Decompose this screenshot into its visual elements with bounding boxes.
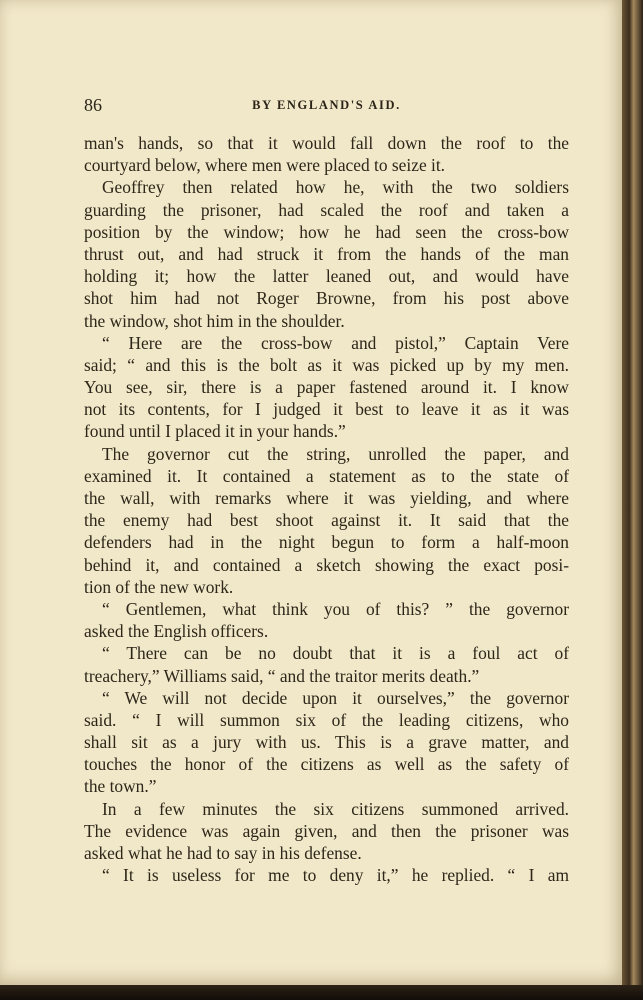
text-line: holding it; how the latter leaned out, and would have <box>84 266 569 287</box>
text-line: The evidence was again given, and then the prisoner was <box>84 820 569 841</box>
text-line: courtyard below, where men were placed to seize it. <box>84 155 446 176</box>
text-line: guarding the prisoner, had scaled the roof and taken a <box>84 199 569 220</box>
text-line: not its contents, for I judged it best to leave it as it was <box>84 399 569 420</box>
text-line: The governor cut the string, unrolled the paper, and <box>102 443 569 464</box>
text-line: thrust out, and had struck it from the hands of the man <box>84 243 569 264</box>
text-line: “ We will not decide upon it ourselves,” the governor <box>102 687 569 708</box>
page-edge-bottom <box>0 985 643 1000</box>
text-line: In a few minutes the six citizens summoned arrived. <box>102 798 569 819</box>
text-line: treachery,” Williams said, “ and the traitor merits death.” <box>84 665 480 686</box>
text-line: found until I placed it in your hands.” <box>84 421 346 442</box>
text-line: said. “ I will summon six of the leading citizens, who <box>84 709 569 730</box>
text-line: “ It is useless for me to deny it,” he replied. “ I am <box>102 865 569 886</box>
body-text <box>84 132 569 886</box>
text-line: asked the English officers. <box>84 621 269 642</box>
text-line: tion of the new work. <box>84 576 234 597</box>
text-line: shot him had not Roger Browne, from his post above <box>84 288 569 309</box>
text-line: Geoffrey then related how he, with the two soldiers <box>102 177 569 198</box>
text-line: position by the window; how he had seen the cross-bow <box>84 221 569 242</box>
text-line: touches the honor of the citizens as well as the safety of <box>84 754 569 775</box>
page-header <box>84 95 569 119</box>
text-line: “ There can be no doubt that it is a foul act of <box>102 643 569 664</box>
text-line: examined it. It contained a statement as to the state of <box>84 465 569 486</box>
text-line: You see, sir, there is a paper fastened around it. I know <box>84 377 569 398</box>
text-line: man's hands, so that it would fall down the roof to the <box>84 133 569 153</box>
text-line: the wall, with remarks where it was yielding, and where <box>84 488 569 508</box>
text-line: said; “ and this is the bolt as it was picked up by my men. <box>84 354 569 375</box>
text-line: shall sit as a jury with us. This is a grave matter, and <box>84 732 569 753</box>
page-edge-right <box>622 0 643 1000</box>
text-line: the enemy had best shoot against it. It said that the <box>84 510 569 531</box>
text-line: asked what he had to say in his defense. <box>84 843 362 863</box>
text-line: the window, shot him in the shoulder. <box>84 310 345 331</box>
text-line: “ Gentlemen, what think you of this? ” the governor <box>102 598 569 619</box>
page-number: 86 <box>84 95 102 115</box>
text-line: defenders had in the night begun to form a half-moon <box>84 532 569 553</box>
running-title: BY ENGLAND'S AID. <box>252 98 401 112</box>
text-line: behind it, and contained a sketch showing the exact posi- <box>84 554 569 575</box>
text-line: “ Here are the cross-bow and pistol,” Captain Vere <box>102 332 569 353</box>
text-line: the town.” <box>84 776 157 797</box>
